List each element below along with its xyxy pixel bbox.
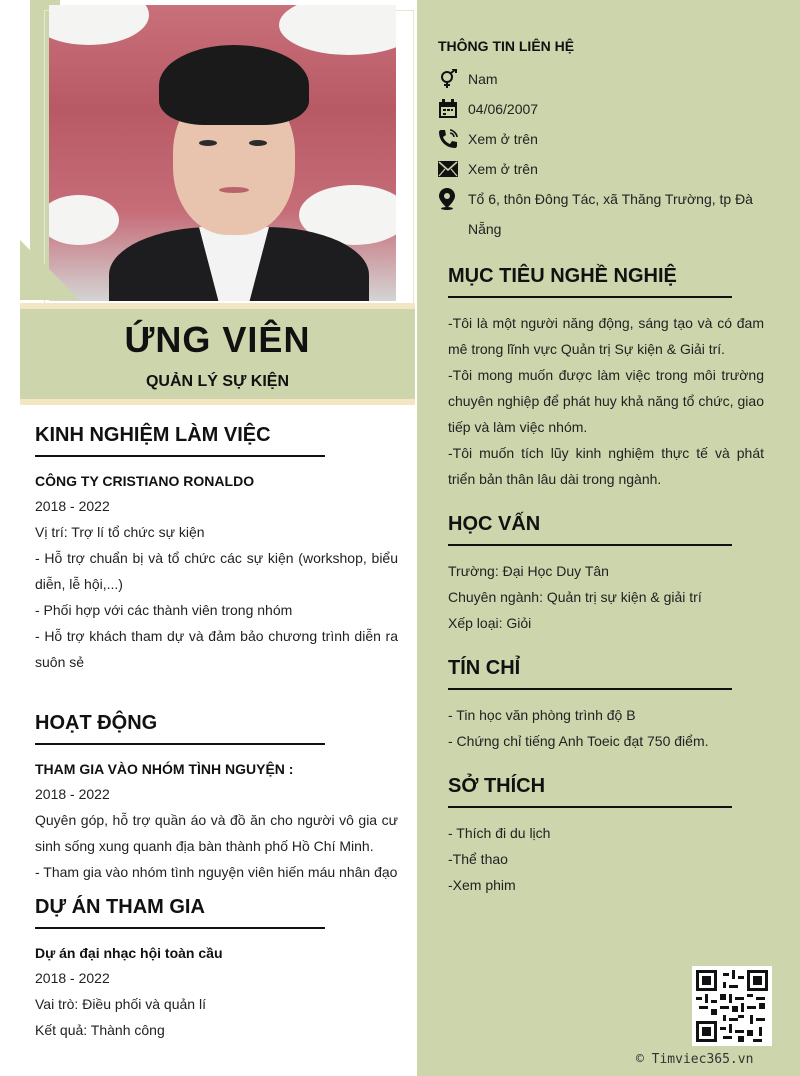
photo-eye [249, 140, 267, 146]
contact-email [438, 154, 778, 184]
experience-role: Vị trí: Trợ lí tổ chức sự kiện [35, 524, 205, 540]
contact-title: THÔNG TIN LIÊN HỆ [438, 38, 575, 54]
education-grade: Xếp loại: Giỏi [448, 615, 532, 631]
objective-line: -Tôi muốn tích lũy kinh nghiệm thực tế và phát triển bản thân lâu dài trong ngành. [448, 445, 764, 487]
education-school: Trường: Đại Học Duy Tân [448, 563, 609, 579]
activities-section [35, 712, 398, 885]
hobby-item: -Thể thao [448, 851, 508, 867]
calendar-icon [438, 94, 468, 124]
certificate-item: - Chứng chỉ tiếng Anh Toeic đạt 750 điểm. [448, 733, 709, 749]
project-result: Kết quả: Thành công [35, 1022, 165, 1038]
projects-title: DỰ ÁN THAM GIA [35, 896, 325, 929]
education-section [448, 513, 764, 636]
activities-line: - Tham gia vào nhóm tình nguyện viên hiến máu nhân đạo [35, 864, 398, 880]
contact-gender [438, 64, 778, 94]
corner-decoration [20, 240, 80, 300]
experience-line: - Hỗ trợ khách tham dự và đảm bảo chương trình diễn ra suôn sẻ [35, 628, 398, 670]
certificates-section [448, 657, 764, 754]
certificate-item: - Tin học văn phòng trình độ B [448, 707, 636, 723]
contact-email-value: Xem ở trên [468, 161, 538, 177]
hobbies-section [448, 775, 764, 898]
copyright-text: © Timviec365.vn [636, 1052, 754, 1067]
activities-line: Quyên góp, hỗ trợ quần áo và đồ ăn cho người vô gia cư sinh sống xung quanh địa bàn thành phố Hồ Chí Minh. [35, 812, 398, 854]
experience-line: - Phối hợp với các thành viên trong nhóm [35, 602, 293, 618]
experience-line: - Hỗ trợ chuẩn bị và tổ chức các sự kiện (workshop, biểu diễn, lễ hội,...) [35, 550, 398, 592]
hobbies-title: SỞ THÍCH [448, 775, 732, 808]
experience-title: KINH NGHIỆM LÀM VIỆC [35, 424, 325, 457]
candidate-name: ỨNG VIÊN [124, 319, 311, 360]
objective-title: MỤC TIÊU NGHỀ NGHIỆ [448, 265, 732, 298]
hobby-item: - Thích đi du lịch [448, 825, 551, 841]
candidate-position: QUẢN LÝ SỰ KIỆN [145, 373, 290, 390]
photo-cloud [49, 195, 119, 245]
experience-company: CÔNG TY CRISTIANO RONALDO [35, 473, 255, 489]
contact-phone [438, 124, 778, 154]
experience-section [35, 424, 398, 675]
project-name: Dự án đại nhạc hội toàn cầu [35, 945, 223, 961]
name-block [20, 303, 415, 405]
contact-address [438, 184, 778, 244]
activities-org: THAM GIA VÀO NHÓM TÌNH NGUYỆN : [35, 761, 294, 777]
photo-mouth [219, 187, 249, 193]
project-role: Vai trò: Điều phối và quản lí [35, 996, 206, 1012]
contact-birthday-value: 04/06/2007 [468, 101, 539, 117]
contact-address-value: Tổ 6, thôn Đông Tác, xã Thăng Trường, tp Đà Nẵng [468, 191, 753, 237]
qr-code [692, 966, 772, 1046]
objective-line: -Tôi mong muốn được làm việc trong môi trường chuyên nghiệp để phát huy khả năng tổ chức, giao tiếp và làm việc nhóm. [448, 367, 764, 435]
map-pin-icon [438, 184, 468, 214]
contact-birthday [438, 94, 778, 124]
photo-eye [199, 140, 217, 146]
profile-photo [49, 5, 396, 301]
project-period: 2018 - 2022 [35, 970, 110, 986]
experience-period: 2018 - 2022 [35, 498, 110, 514]
phone-icon [438, 124, 468, 154]
gender-icon [438, 64, 468, 94]
education-title: HỌC VẤN [448, 513, 732, 546]
projects-section [35, 896, 398, 1043]
objective-line: -Tôi là một người năng động, sáng tạo và có đam mê trong lĩnh vực Quản trị Sự kiện & Giải trí. [448, 315, 764, 357]
contact-phone-value: Xem ở trên [468, 131, 538, 147]
photo-cloud [279, 5, 396, 55]
photo-hair [159, 45, 309, 125]
envelope-icon [438, 154, 468, 184]
hobby-item: -Xem phim [448, 877, 516, 893]
photo-cloud [49, 5, 149, 45]
objective-section [448, 265, 764, 492]
activities-title: HOẠT ĐỘNG [35, 712, 325, 745]
certificates-title: TÍN CHỈ [448, 657, 732, 690]
education-major: Chuyên ngành: Quản trị sự kiện & giải trí [448, 589, 702, 605]
contact-gender-value: Nam [468, 71, 498, 87]
activities-period: 2018 - 2022 [35, 786, 110, 802]
contact-section [438, 38, 778, 244]
